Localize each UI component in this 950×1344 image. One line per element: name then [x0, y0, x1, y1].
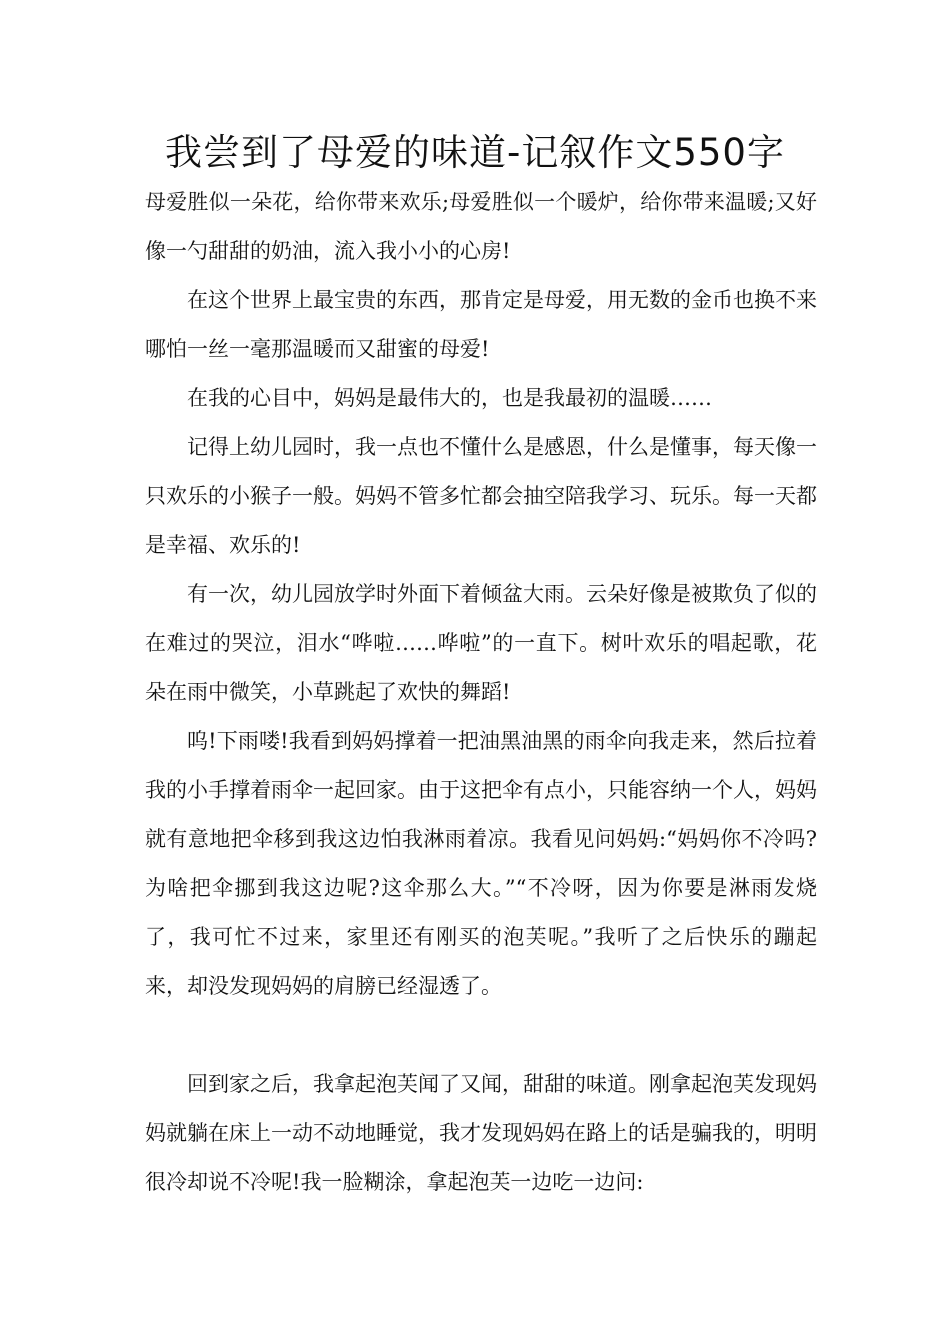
- document-title: 我尝到了母爱的味道-记叙作文550字: [165, 131, 785, 174]
- document-body: [145, 178, 817, 1207]
- paragraph-1: 母爱胜似一朵花，给你带来欢乐;母爱胜似一个暖炉，给你带来温暖;又好像一勺甜甜的奶油，流入我小小的心房!: [145, 190, 817, 263]
- paragraph-4: 记得上幼儿园时，我一点也不懂什么是感恩，什么是懂事，每天像一只欢乐的小猴子一般。妈妈不管多忙都会抽空陪我学习、玩乐。每一天都是幸福、欢乐的!: [145, 435, 817, 557]
- paragraph-3: 在我的心目中，妈妈是最伟大的，也是我最初的温暖……: [187, 386, 712, 410]
- paragraph-2: 在这个世界上最宝贵的东西，那肯定是母爱，用无数的金币也换不来哪怕一丝一毫那温暖而又甜蜜的母爱!: [145, 288, 817, 361]
- paragraph-spacer: [145, 1011, 817, 1060]
- paragraph-6: 呜!下雨喽!我看到妈妈撑着一把油黑油黑的雨伞向我走来，然后拉着我的小手撑着雨伞一起回家。由于这把伞有点小，只能容纳一个人，妈妈就有意地把伞移到我这边怕我淋雨着凉。我看见问妈妈:“妈妈你不冷吗?为啥把伞挪到我这边呢?这伞那么大。”“不冷呀，因为你要是淋雨发烧了，我可忙不过来，家里还有刚买的泡芙呢。”我听了之后快乐的蹦起来，却没发现妈妈的肩膀已经湿透了。: [145, 729, 817, 998]
- paragraph-5: 有一次，幼儿园放学时外面下着倾盆大雨。云朵好像是被欺负了似的在难过的哭泣，泪水“哗啦……哗啦”的一直下。树叶欢乐的唱起歌，花朵在雨中微笑，小草跳起了欢快的舞蹈!: [145, 582, 817, 704]
- paragraph-7: 回到家之后，我拿起泡芙闻了又闻，甜甜的味道。刚拿起泡芙发现妈妈就躺在床上一动不动地睡觉，我才发现妈妈在路上的话是骗我的，明明很冷却说不冷呢!我一脸糊涂，拿起泡芙一边吃一边问:: [145, 1072, 817, 1194]
